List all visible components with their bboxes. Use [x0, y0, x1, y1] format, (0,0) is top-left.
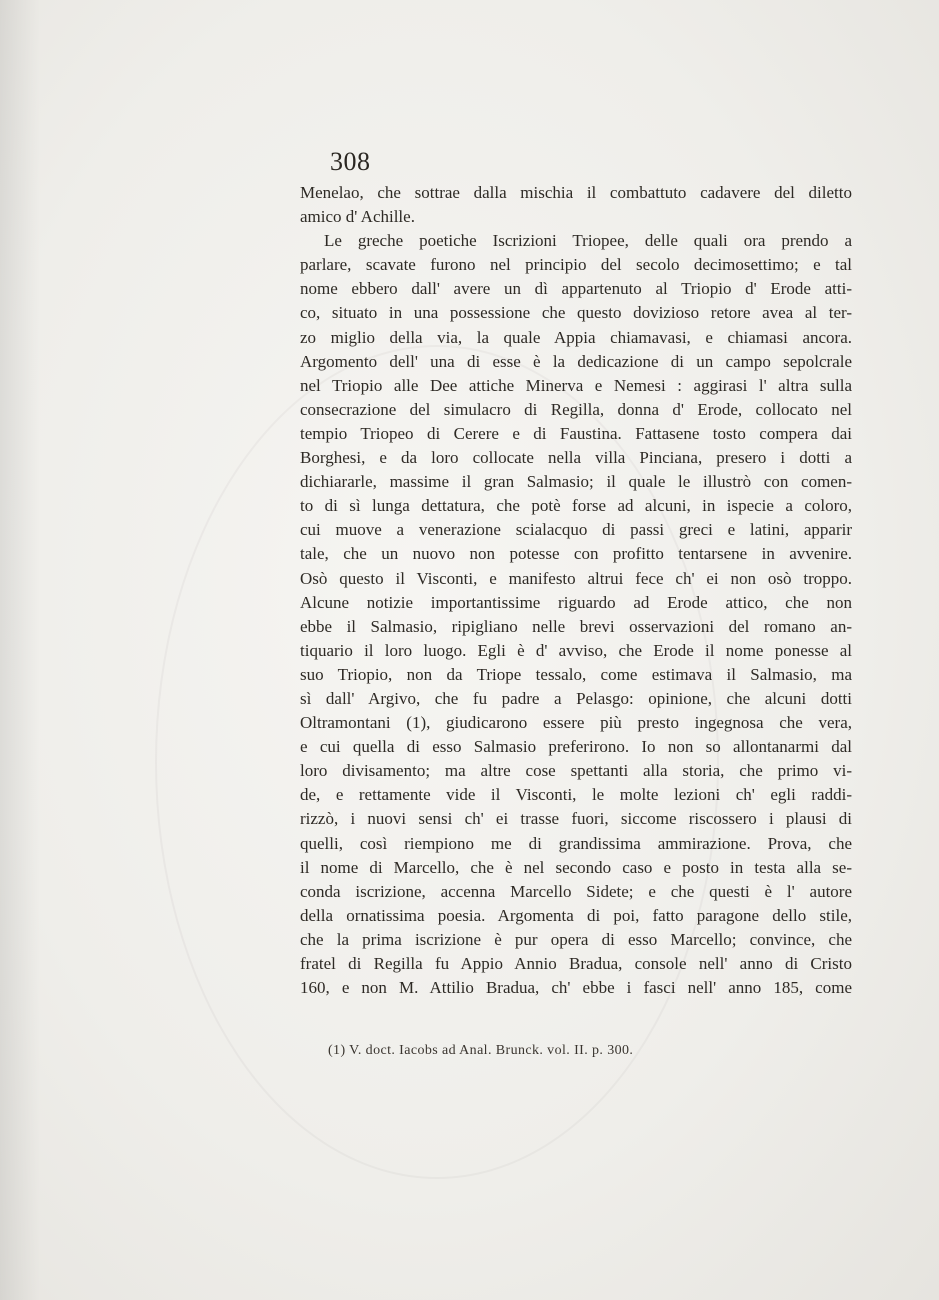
text-line: Argomento dell' una di esse è la dedicazione di un campo sepolcrale [300, 351, 852, 371]
text-line: to di sì lunga dettatura, che potè forse ad alcuni, in ispecie a coloro, [300, 496, 852, 516]
text-line: e cui quella di esso Salmasio preferirono. Io non so allontanarmi dal [300, 737, 852, 757]
text-line: consecrazione del simulacro di Regilla, donna d' Erode, collocato nel [300, 399, 852, 419]
text-line: cui muove a venerazione scialacquo di passi greci e latini, apparir [300, 520, 852, 540]
text-line: parlare, scavate furono nel principio del secolo decimosettimo; e tal [300, 255, 852, 275]
text-line: quelli, così riempiono me di grandissima ammirazione. Prova, che [300, 833, 852, 853]
text-line: zo miglio della via, la quale Appia chiamavasi, e chiamasi ancora. [300, 327, 852, 347]
text-line: il nome di Marcello, che è nel secondo caso e posto in testa alla se- [300, 857, 852, 877]
text-line: Oltramontani (1), giudicarono essere più presto ingegnosa che vera, [300, 713, 852, 733]
text-line: tempio Triopeo di Cerere e di Faustina. Fattasene tosto compera dai [300, 423, 852, 443]
text-line: Borghesi, e da loro collocate nella villa Pinciana, presero i dotti a [300, 448, 852, 468]
text-line: sì dall' Argivo, che fu padre a Pelasgo: opinione, che alcuni dotti [300, 688, 852, 708]
text-line: loro divisamento; ma altre cose spettanti alla storia, che primo vi- [300, 761, 852, 781]
text-line: amico d' Achille. [300, 207, 415, 227]
text-line: tiquario il loro luogo. Egli è d' avviso, che Erode il nome ponesse al [300, 640, 852, 660]
text-line: tale, che un nuovo non potesse con profitto tentarsene in avvenire. [300, 544, 852, 564]
page-edge-shadow [0, 0, 40, 1300]
text-line: che la prima iscrizione è pur opera di esso Marcello; convince, che [300, 929, 852, 949]
text-line: dichiararle, massime il gran Salmasio; il quale le illustrò con comen- [300, 472, 852, 492]
footnote: (1) V. doct. Iacobs ad Anal. Brunck. vol. II. p. 300. [328, 1043, 634, 1058]
text-line: 160, e non M. Attilio Bradua, ch' ebbe i fasci nell' anno 185, come [300, 978, 852, 998]
text-line: Alcune notizie importantissime riguardo ad Erode attico, che non [300, 592, 852, 612]
text-line: de, e rettamente vide il Visconti, le molte lezioni ch' egli raddi- [300, 785, 852, 805]
text-line: nome ebbero dall' avere un dì appartenuto al Triopio d' Erode atti- [300, 279, 852, 299]
text-line: della ornatissima poesia. Argomenta di poi, fatto paragone dello stile, [300, 905, 852, 925]
text-line: Menelao, che sottrae dalla mischia il combattuto cadavere del diletto [300, 183, 852, 202]
body-text [300, 181, 852, 1000]
text-line: Osò questo il Visconti, e manifesto altrui fece ch' ei non osò troppo. [300, 568, 852, 588]
page-number: 308 [330, 147, 371, 176]
text-line: nel Triopio alle Dee attiche Minerva e Nemesi : aggirasi l' altra sulla [300, 375, 852, 395]
text-line: co, situato in una possessione che questo dovizioso retore avea al ter- [300, 303, 852, 323]
text-line: suo Triopio, non da Triope tessalo, come estimava il Salmasio, ma [300, 664, 852, 684]
text-line: conda iscrizione, accenna Marcello Sidete; e che questi è l' autore [300, 881, 852, 901]
text-line: rizzò, i nuovi sensi ch' ei trasse fuori, siccome riscossero i plausi di [300, 809, 852, 829]
text-line: Le greche poetiche Iscrizioni Triopee, delle quali ora prendo a [324, 231, 852, 251]
text-line: ebbe il Salmasio, ripigliano nelle brevi osservazioni del romano an- [300, 616, 852, 636]
text-line: fratel di Regilla fu Appio Annio Bradua, console nell' anno di Cristo [300, 954, 852, 973]
